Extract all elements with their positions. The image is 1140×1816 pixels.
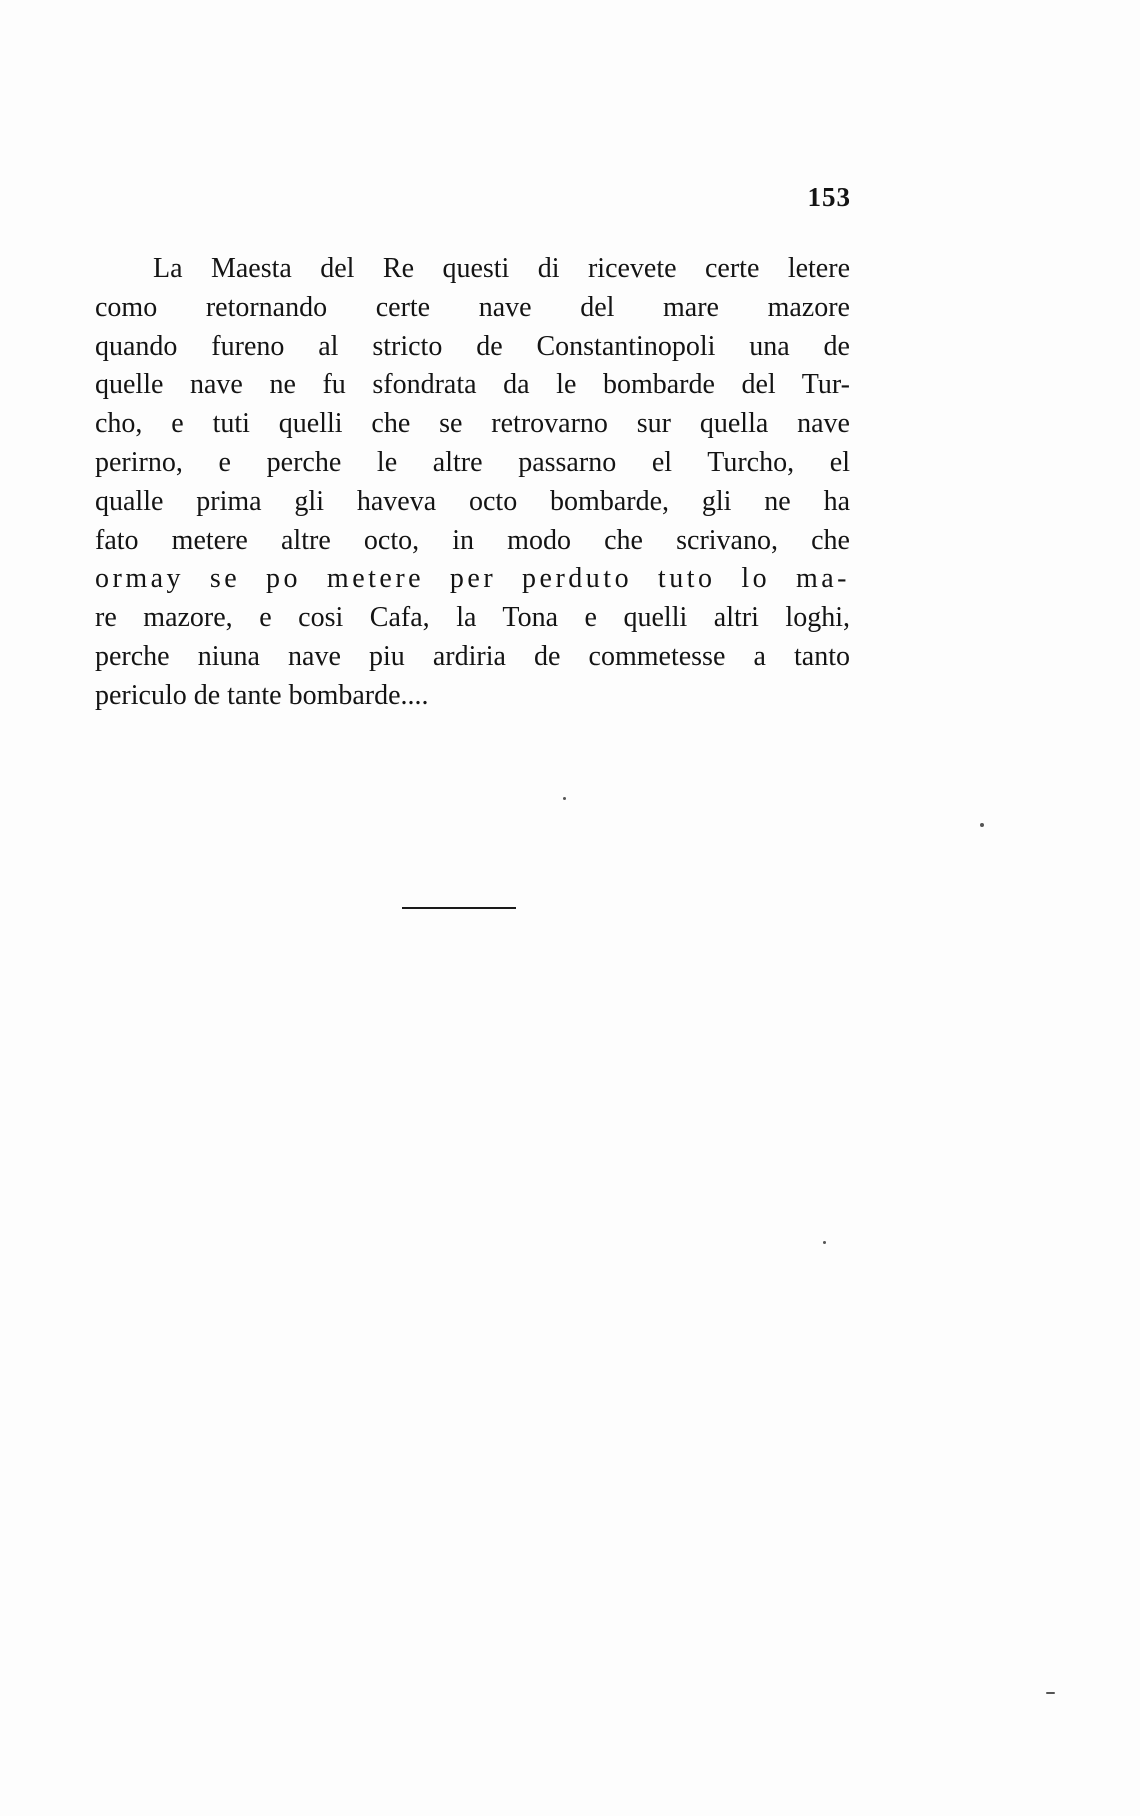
text-line: perirno, e perche le altre passarno el Turcho, el bbox=[95, 446, 850, 478]
text-line: qualle prima gli haveva octo bombarde, gli ne ha bbox=[95, 485, 850, 517]
text-line: ormay se po metere per perduto tuto lo ma- bbox=[95, 563, 850, 595]
section-divider bbox=[402, 907, 516, 909]
text-line: fato metere altre octo, in modo che scrivano, che bbox=[95, 524, 850, 556]
text-line: como retornando certe nave del mare mazore bbox=[95, 291, 850, 323]
text-line: periculo de tante bombarde.... bbox=[95, 679, 429, 711]
scan-speck bbox=[1046, 1692, 1055, 1694]
text-line: quando fureno al stricto de Constantinopoli una de bbox=[95, 330, 850, 362]
page-number: 153 bbox=[807, 182, 851, 212]
scan-speck bbox=[563, 797, 566, 800]
text-line: perche niuna nave piu ardiria de commetesse a tanto bbox=[95, 640, 850, 672]
body-paragraph bbox=[95, 250, 850, 716]
text-line: quelle nave ne fu sfondrata da le bombarde del Tur- bbox=[95, 369, 850, 401]
text-line: re mazore, e cosi Cafa, la Tona e quelli altri loghi, bbox=[95, 602, 850, 634]
scan-speck bbox=[823, 1241, 826, 1244]
scan-speck bbox=[980, 823, 984, 827]
text-line: cho, e tuti quelli che se retrovarno sur quella nave bbox=[95, 408, 850, 440]
text-line: La Maesta del Re questi di ricevete certe letere bbox=[153, 253, 850, 284]
